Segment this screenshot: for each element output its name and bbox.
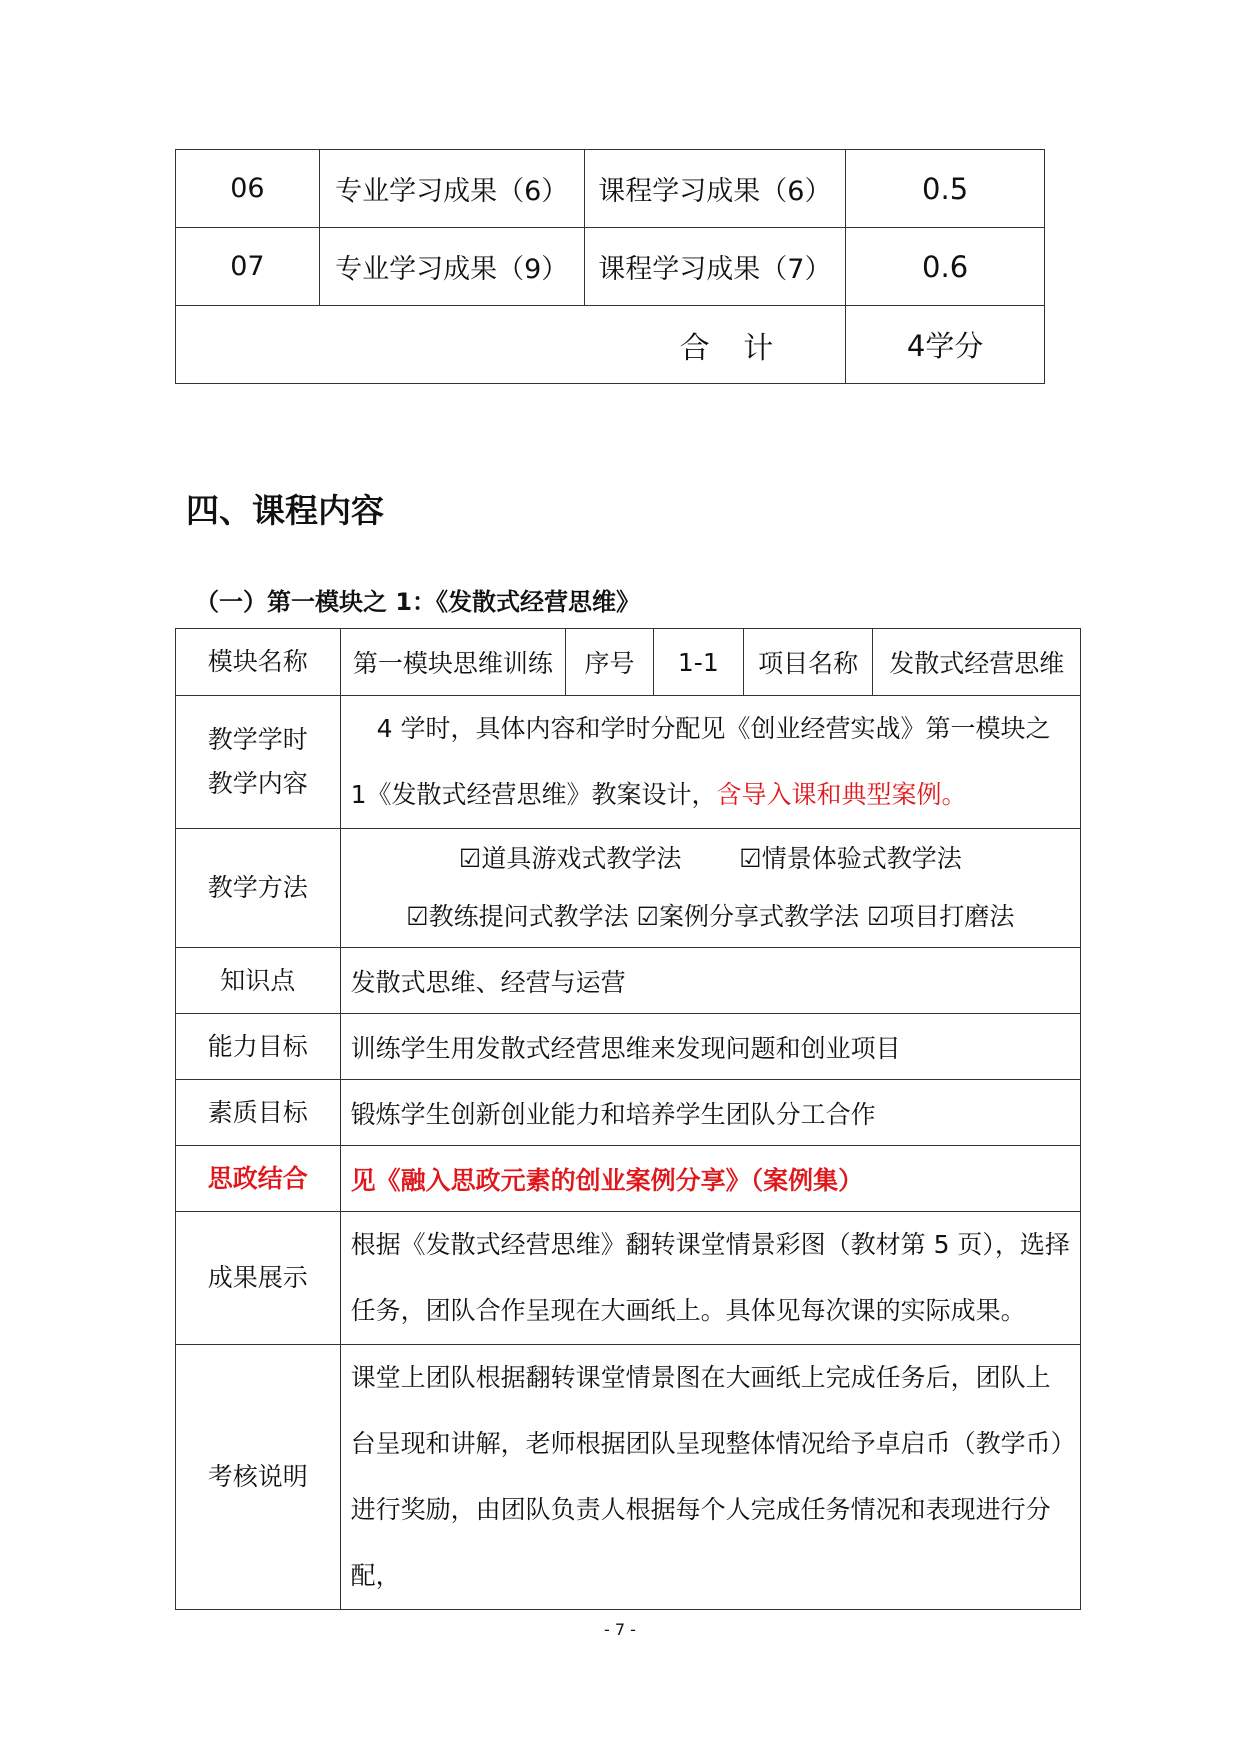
checkbox-checked-icon: ☑ [636, 902, 660, 931]
course-outcome: 课程学习成果（7） [584, 228, 846, 306]
hours-label-line2: 教学内容 [207, 769, 308, 798]
method-item: 情景体验式教学法 [761, 844, 962, 873]
checkbox-checked-icon: ☑ [406, 902, 429, 931]
hours-label [176, 696, 341, 829]
quality-label: 素质目标 [176, 1080, 341, 1146]
knowledge-label: 知识点 [176, 948, 341, 1014]
seq-value: 1-1 [653, 629, 743, 696]
credit-table [175, 149, 1045, 384]
ideology-label: 思政结合 [176, 1146, 341, 1212]
knowledge-row [176, 948, 1081, 1014]
total-value: 4学分 [846, 306, 1045, 384]
method-item: 项目打磨法 [889, 902, 1015, 931]
result-label: 成果展示 [176, 1212, 341, 1345]
checkbox-checked-icon: ☑ [458, 844, 482, 873]
hours-content [340, 696, 1080, 829]
project-label: 项目名称 [743, 629, 873, 696]
assess-value: 课堂上团队根据翻转课堂情景图在大画纸上完成任务后，团队上台呈现和讲解，老师根据团队呈现整体情况给予卓启币（教学币）进行奖励，由团队负责人根据每个人完成任务情况和表现进行分配， [340, 1345, 1080, 1610]
ability-value: 训练学生用发散式经营思维来发现问题和创业项目 [340, 1014, 1080, 1080]
ability-row [176, 1014, 1081, 1080]
total-row [176, 306, 1045, 384]
page-number: - 7 - [604, 1620, 636, 1639]
assess-label: 考核说明 [176, 1345, 341, 1610]
project-value: 发散式经营思维 [873, 629, 1081, 696]
methods-content [340, 829, 1080, 948]
methods-row [176, 829, 1081, 948]
checkbox-checked-icon: ☑ [739, 844, 762, 873]
method-item: 道具游戏式教学法 [481, 844, 682, 873]
hours-label-line1: 教学学时 [207, 725, 308, 754]
methods-line-1 [347, 830, 1074, 888]
hours-text-highlight: 含导入课和典型案例。 [716, 780, 967, 809]
checkbox-checked-icon: ☑ [866, 902, 890, 931]
method-item: 教练提问式教学法 [428, 902, 629, 931]
professional-outcome: 专业学习成果（6） [319, 150, 584, 228]
row-id: 07 [176, 228, 320, 306]
hours-text: 4 学时，具体内容和学时分配见《创业经营实战》第一模块之 1《发散式经营思维》教案设计， [350, 714, 1051, 809]
seq-label: 序号 [566, 629, 654, 696]
section-title: 四、课程内容 [186, 491, 384, 530]
credit-value: 0.5 [846, 150, 1045, 228]
total-label: 合 计 [176, 306, 846, 384]
quality-value: 锻炼学生创新创业能力和培养学生团队分工合作 [340, 1080, 1080, 1146]
row-id: 06 [176, 150, 320, 228]
ability-label: 能力目标 [176, 1014, 341, 1080]
table-row [176, 150, 1045, 228]
sub-title: （一）第一模块之 1：《发散式经营思维》 [195, 588, 641, 616]
assess-row [176, 1345, 1081, 1610]
method-item: 案例分享式教学法 [659, 902, 860, 931]
module-name-value: 第一模块思维训练 [340, 629, 565, 696]
ideology-row [176, 1146, 1081, 1212]
professional-outcome: 专业学习成果（9） [319, 228, 584, 306]
result-row [176, 1212, 1081, 1345]
knowledge-value: 发散式思维、经营与运营 [340, 948, 1080, 1014]
module-name-label: 模块名称 [176, 629, 341, 696]
quality-row [176, 1080, 1081, 1146]
table-row [176, 228, 1045, 306]
module-table [175, 628, 1081, 1610]
methods-label: 教学方法 [176, 829, 341, 948]
ideology-value: 见《融入思政元素的创业案例分享》（案例集） [340, 1146, 1080, 1212]
course-outcome: 课程学习成果（6） [584, 150, 846, 228]
hours-row [176, 696, 1081, 829]
result-value: 根据《发散式经营思维》翻转课堂情景彩图（教材第 5 页），选择任务，团队合作呈现在大画纸上。具体见每次课的实际成果。 [340, 1212, 1080, 1345]
credit-value: 0.6 [846, 228, 1045, 306]
methods-line-2 [347, 888, 1074, 946]
module-name-row [176, 629, 1081, 696]
